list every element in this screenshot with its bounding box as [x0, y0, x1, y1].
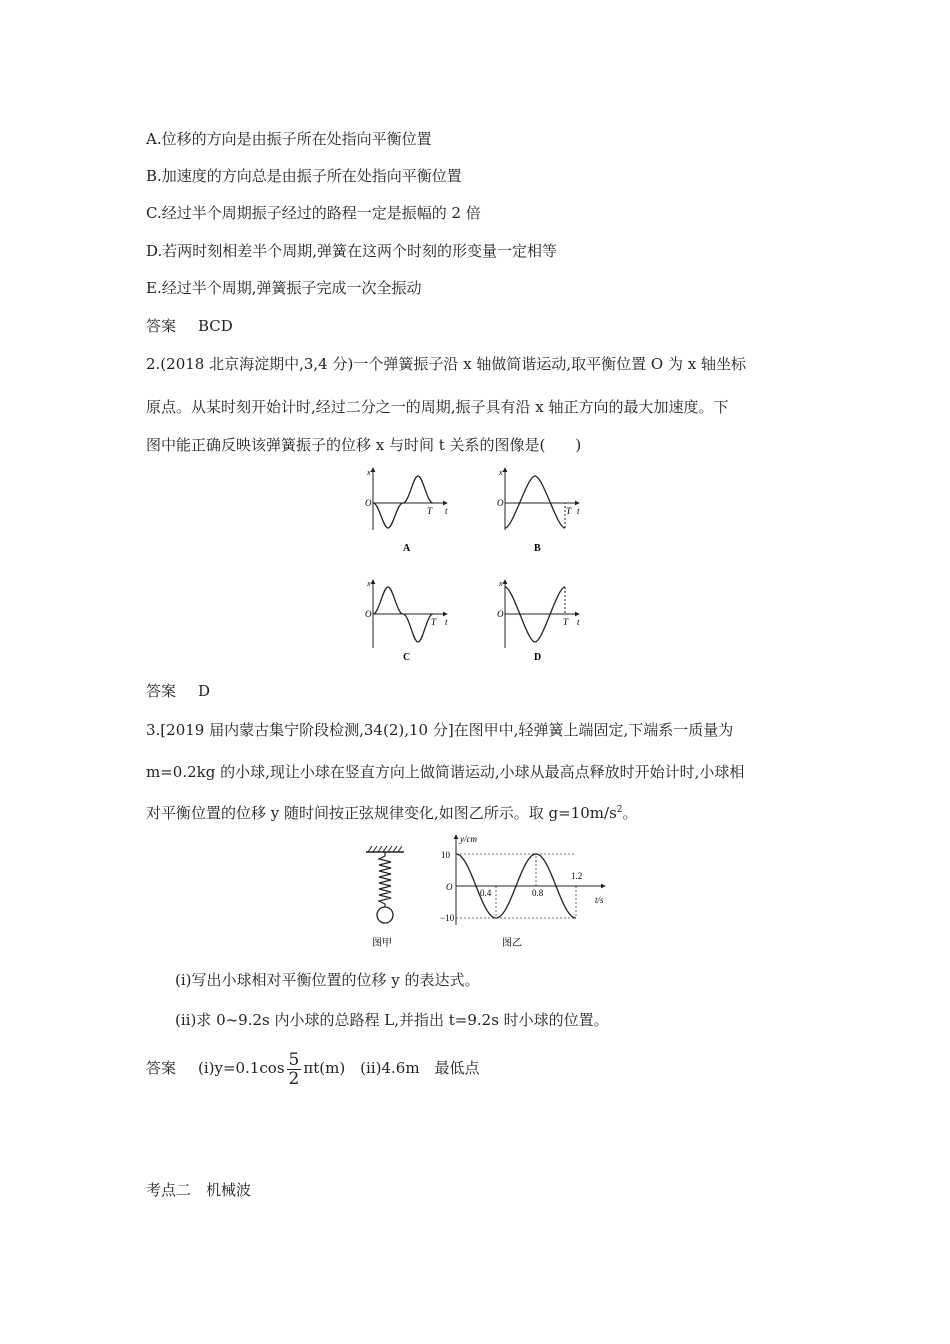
graph-d-label: D — [534, 652, 542, 663]
spring-figure — [362, 842, 412, 952]
graph-b-t-label: t — [577, 506, 580, 516]
fig-a-label: 图甲 — [372, 938, 392, 949]
answer-value: BCD — [198, 317, 233, 335]
displacement-chart — [440, 830, 620, 954]
answer-label: 答案 — [146, 317, 177, 335]
chart-origin: O — [446, 882, 453, 892]
graph-d-origin: O — [497, 609, 504, 619]
q3-sub-2: (ⅱ)求 0~9.2s 内小球的总路程 L,并指出 t=9.2s 时小球的位置。 — [175, 1011, 609, 1029]
graph-b-x-label: x — [499, 468, 503, 477]
graph-a-label: A — [403, 543, 411, 554]
graph-d-x-label: x — [499, 579, 503, 588]
graph-c-period: T — [431, 617, 437, 627]
graph-a — [365, 468, 448, 554]
graph-c-label: C — [403, 652, 411, 663]
answer-q1 — [146, 316, 233, 336]
answer-value: D — [198, 682, 211, 700]
spring-coil — [379, 852, 391, 907]
graph-b-label: B — [534, 543, 541, 554]
fig-b-label: 图乙 — [502, 938, 522, 949]
answer-label: 答案 — [146, 1059, 177, 1077]
option-c: C.经过半个周期振子经过的路程一定是振幅的 2 倍 — [146, 204, 481, 222]
graph-a-x-label: x — [367, 468, 371, 477]
fraction: $\frac{5}{2}$ — [288, 1049, 300, 1089]
option-e: E.经过半个周期,弹簧振子完成一次全振动 — [146, 279, 422, 297]
option-d: D.若两时刻相差半个周期,弹簧在这两个时刻的形变量一定相等 — [146, 242, 558, 260]
x-axis-label: t/s — [595, 895, 604, 905]
x-tick-label-1: 0.8 — [532, 888, 544, 898]
option-a: A.位移的方向是由振子所在处指向平衡位置 — [146, 130, 432, 148]
ball — [377, 907, 393, 923]
q3-line-3: 对平衡位置的位移 y 随时间按正弦规律变化,如图乙所示。取 $g=10m/s^2$。 — [146, 804, 638, 822]
graph-b — [497, 468, 580, 554]
y-tick-label-pos: 10 — [441, 850, 450, 860]
graph-c — [365, 579, 448, 663]
graph-a-origin: O — [365, 498, 372, 508]
q3-line-2: m=0.2kg 的小球,现让小球在竖直方向上做简谐运动,小球从最高点释放时开始计时,小球相 — [146, 763, 745, 781]
q2-line-1: 2.(2018 北京海淀期中,3,4 分)一个弹簧振子沿 x 轴做简谐运动,取平衡位置 O 为 x 轴坐标 — [146, 355, 746, 373]
q3-line-1: 3.[2019 届内蒙古集宁阶段检测,34(2),10 分]在图甲中,轻弹簧上端固定,下端系一质量为 — [146, 721, 734, 739]
q2-line-2: 原点。从某时刻开始计时,经过二分之一的周期,振子具有沿 x 轴正方向的最大加速度。下 — [146, 398, 729, 416]
graph-c-x-label: x — [367, 579, 371, 588]
q3-sub-1: (ⅰ)写出小球相对平衡位置的位移 y 的表达式。 — [175, 971, 480, 989]
x-tick-label-0: 0.4 — [480, 888, 492, 898]
graph-d-period: T — [563, 617, 569, 627]
graph-d — [497, 579, 580, 663]
y-axis-label: y/cm — [460, 834, 477, 844]
graph-a-period: T — [427, 506, 433, 516]
graph-a-t-label: t — [445, 506, 448, 516]
graph-c-t-label: t — [445, 617, 448, 627]
option-b: B.加速度的方向总是由振子所在处指向平衡位置 — [146, 167, 462, 185]
graph-b-origin: O — [497, 498, 504, 508]
answer-q2 — [146, 681, 210, 701]
section-heading: 考点二 机械波 — [146, 1181, 252, 1199]
option-graphs — [355, 462, 615, 670]
graph-c-origin: O — [365, 609, 372, 619]
ceiling-hatch — [366, 846, 404, 852]
q2-line-3: 图中能正确反映该弹簧振子的位移 x 与时间 t 关系的图像是( ) — [146, 436, 582, 454]
y-tick-label-neg: −10 — [440, 913, 455, 923]
x-tick-label-2: 1.2 — [571, 871, 583, 881]
graph-d-t-label: t — [577, 617, 580, 627]
graph-b-period: T — [566, 506, 572, 516]
answer-label: 答案 — [146, 682, 177, 700]
answer-q3: 答案 (ⅰ)y=0.1cos $\frac{5}{2}$ πt(m) (ⅱ)4.6m 最低点 — [146, 1046, 480, 1090]
